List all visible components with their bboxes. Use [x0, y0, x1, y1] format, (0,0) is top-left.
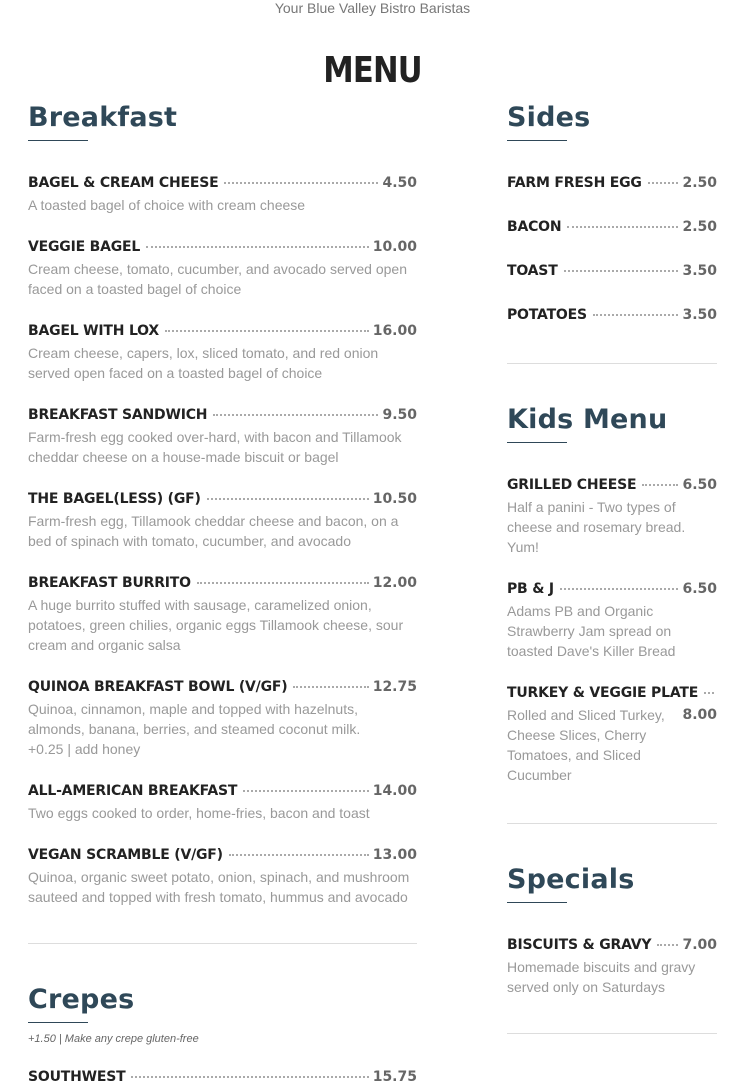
- section-divider: [507, 1033, 717, 1034]
- item-price: 16.00: [372, 323, 417, 339]
- section-divider: [507, 363, 717, 364]
- menu-item: [28, 677, 417, 759]
- item-price: 14.00: [372, 783, 417, 799]
- menu-item: [28, 1067, 417, 1087]
- item-description: Farm-fresh egg, Tillamook cheddar cheese and bacon, on a bed of spinach with tomato, cucumber, and avocado: [28, 513, 399, 549]
- dot-leader: [657, 944, 678, 946]
- dot-leader: [207, 498, 369, 500]
- dot-leader: [642, 484, 678, 486]
- dot-leader: [704, 692, 714, 694]
- section-title-crepes: Crepes: [28, 984, 135, 1015]
- menu-item: [507, 173, 717, 193]
- item-description: Quinoa, cinnamon, maple and topped with hazelnuts, almonds, banana, berries, and steamed coconut milk. +0.25 | add honey: [28, 701, 361, 757]
- item-name: BREAKFAST BURRITO: [28, 575, 191, 591]
- section-underline: [28, 140, 88, 141]
- left-column: [28, 100, 417, 1087]
- section-divider: [28, 943, 417, 944]
- item-price: 12.75: [372, 679, 417, 695]
- item-description: A toasted bagel of choice with cream cheese: [28, 197, 306, 213]
- item-price: 10.00: [372, 239, 417, 255]
- dot-leader: [648, 182, 679, 184]
- item-price: 12.00: [372, 575, 417, 591]
- menu-item: [28, 845, 417, 907]
- item-price: 13.00: [372, 847, 417, 863]
- section-title-specials: Specials: [507, 864, 635, 895]
- item-name: BREAKFAST SANDWICH: [28, 407, 208, 423]
- menu-item: [507, 217, 717, 237]
- item-name: BAGEL & CREAM CHEESE: [28, 175, 219, 191]
- breakfast-section: [28, 100, 417, 907]
- dot-leader: [567, 226, 678, 228]
- menu-item: [507, 935, 717, 997]
- item-description: A huge burrito stuffed with sausage, caramelized onion, potatoes, green chilies, organic eggs Tillamook cheese, sour cream and organic salsa: [28, 597, 404, 653]
- item-description: Quinoa, organic sweet potato, onion, spinach, and mushroom sauteed and topped with fresh tomato, hummus and avocado: [28, 869, 410, 905]
- section-title-breakfast: Breakfast: [28, 102, 178, 133]
- item-price: 3.50: [682, 263, 717, 279]
- page-title: MENU: [323, 50, 422, 91]
- dot-leader: [146, 246, 369, 248]
- section-underline: [507, 442, 567, 443]
- menu-item: [507, 683, 717, 785]
- item-price: 6.50: [682, 581, 717, 597]
- section-underline: [28, 1022, 88, 1023]
- item-name: TOAST: [507, 263, 558, 279]
- menu-item: [28, 781, 417, 823]
- menu-item: [28, 573, 417, 655]
- item-price: 9.50: [382, 407, 417, 423]
- item-name: VEGGIE BAGEL: [28, 239, 141, 255]
- section-note: +1.50 | Make any crepe gluten-free: [28, 1033, 199, 1045]
- item-description: Homemade biscuits and gravy served only on Saturdays: [507, 959, 696, 995]
- item-name: TURKEY & VEGGIE PLATE: [507, 685, 699, 701]
- section-underline: [507, 902, 567, 903]
- right-column: [507, 100, 717, 1034]
- dot-leader: [213, 414, 378, 416]
- item-price: 15.75: [372, 1069, 417, 1085]
- section-title-kids: Kids Menu: [507, 404, 668, 435]
- item-price: 10.50: [372, 491, 417, 507]
- menu-item: [28, 321, 417, 383]
- menu-item: [28, 237, 417, 299]
- item-name: THE BAGEL(LESS) (GF): [28, 491, 201, 507]
- item-price: 2.50: [682, 175, 717, 191]
- specials-section: [507, 862, 717, 997]
- item-description: Rolled and Sliced Turkey, Cheese Slices, Cherry Tomatoes, and Sliced Cucumber: [507, 707, 665, 783]
- item-name: PB & J: [507, 581, 554, 597]
- item-description: Adams PB and Organic Strawberry Jam spread on toasted Dave's Killer Bread: [507, 603, 676, 659]
- menu-item: [507, 579, 717, 661]
- item-price: 4.50: [382, 175, 417, 191]
- sides-section: [507, 100, 717, 325]
- dot-leader: [131, 1076, 368, 1078]
- item-price: 2.50: [682, 219, 717, 235]
- dot-leader: [197, 582, 369, 584]
- menu-item: [507, 475, 717, 557]
- item-name: QUINOA BREAKFAST BOWL (V/GF): [28, 679, 288, 695]
- menu-item: [507, 305, 717, 325]
- item-price: 8.00: [682, 707, 717, 723]
- item-name: SOUTHWEST: [28, 1069, 126, 1085]
- item-name: GRILLED CHEESE: [507, 477, 637, 493]
- item-name: BISCUITS & GRAVY: [507, 937, 652, 953]
- item-name: BACON: [507, 219, 562, 235]
- dot-leader: [564, 270, 679, 272]
- kids-section: [507, 402, 717, 785]
- section-divider: [507, 823, 717, 824]
- item-description: Farm-fresh egg cooked over-hard, with bacon and Tillamook cheddar cheese on a house-made biscuit or bagel: [28, 429, 402, 465]
- dot-leader: [593, 314, 679, 316]
- menu-item: [507, 261, 717, 281]
- item-price: 7.00: [682, 937, 717, 953]
- item-name: VEGAN SCRAMBLE (V/GF): [28, 847, 223, 863]
- menu-item: [28, 173, 417, 215]
- tagline: Your Blue Valley Bistro Baristas: [274, 0, 471, 16]
- dot-leader: [229, 854, 369, 856]
- crepes-section: [28, 982, 417, 1087]
- item-price: 6.50: [682, 477, 717, 493]
- item-name: POTATOES: [507, 307, 587, 323]
- item-description: Half a panini - Two types of cheese and rosemary bread. Yum!: [507, 499, 686, 555]
- item-description: Cream cheese, capers, lox, sliced tomato, and red onion served open faced on a toasted bagel of choice: [28, 345, 379, 381]
- dot-leader: [243, 790, 368, 792]
- dot-leader: [293, 686, 368, 688]
- section-title-sides: Sides: [507, 102, 591, 133]
- item-description: Two eggs cooked to order, home-fries, bacon and toast: [28, 805, 370, 821]
- item-name: FARM FRESH EGG: [507, 175, 642, 191]
- dot-leader: [224, 182, 378, 184]
- menu-item: [28, 489, 417, 551]
- menu-item: [28, 405, 417, 467]
- item-name: ALL-AMERICAN BREAKFAST: [28, 783, 238, 799]
- dot-leader: [560, 588, 679, 590]
- item-price: 3.50: [682, 307, 717, 323]
- section-underline: [507, 140, 567, 141]
- item-description: Cream cheese, tomato, cucumber, and avocado served open faced on a toasted bagel of choice: [28, 261, 407, 297]
- dot-leader: [165, 330, 369, 332]
- item-name: BAGEL WITH LOX: [28, 323, 159, 339]
